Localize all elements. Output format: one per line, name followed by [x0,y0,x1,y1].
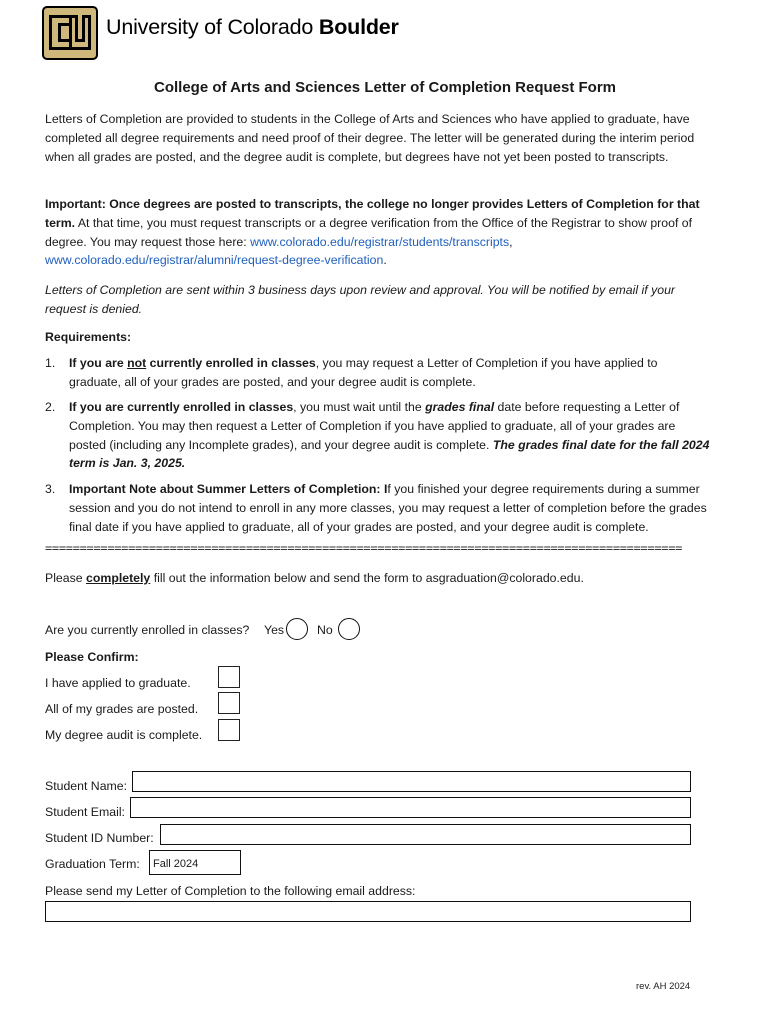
student-email-label: Student Email: [45,805,125,819]
check1-label: I have applied to graduate. [45,676,191,690]
student-email-field[interactable] [130,797,691,818]
university-name: University of Colorado Boulder [106,15,399,39]
student-name-label: Student Name: [45,779,128,793]
graduation-term-field[interactable]: Fall 2024 [149,850,241,875]
intro-paragraph: Letters of Completion are provided to students in the College of Arts and Sciences who have applied to graduate, have completed all degree requirements and need proof of their degree. The letter will be generated during the interim period when all grades are posted, and the degree audit is complete, but degrees have not yet been posted to transcripts. [45,112,695,164]
yes-label: Yes [264,623,285,637]
student-name-field[interactable] [132,771,691,792]
audit-complete-checkbox[interactable] [218,719,240,741]
revision-note: rev. AH 2024 [636,981,691,992]
instruction-text: Please completely fill out the information below and send the form to asgraduation@colorado.edu. [45,571,584,585]
enrolled-question: Are you currently enrolled in classes? [45,623,250,637]
no-radio[interactable] [338,618,360,640]
student-id-label: Student ID Number: [45,831,154,845]
check2-label: All of my grades are posted. [45,702,199,716]
list-item: 3. Important Note about Summer Letters of Completion: If you finished your degree requirements during a summer session and you do not intend to enroll in any more classes, you may request a letter of completion before the grades final date if you have applied to graduate, all of your grades are posted, and your degree audit is complete. [45,482,707,534]
important-paragraph: Important: Once degrees are posted to transcripts, the college no longer provides Letters of Completion for that term. At that time, you must request transcripts or a degree verification from the Office of the Registrar to show proof of degree. You may request those here: www.colorado.edu/registrar/students/transcripts, www.colorado.edu/registrar/alumni/request-degree-verification. [45,197,700,268]
check3-label: My degree audit is complete. [45,728,203,742]
list-item: 1. If you are not currently enrolled in classes, you may request a Letter of Completion if you have applied to graduate, all of your grades are posted, and your degree audit is complete. [45,356,658,389]
notice-paragraph: Letters of Completion are sent within 3 business days upon review and approval. You will be notified by email if your request is denied. [45,283,675,316]
graduation-term-label: Graduation Term: [45,857,140,871]
important-bold: Important: Once degrees are posted to transcripts, the college no longer provides Letters of Completion for that term. [45,197,700,230]
cu-logo [42,5,98,61]
applied-checkbox[interactable] [218,666,240,688]
requirements-heading: Requirements: [45,330,132,344]
degree-verification-link[interactable]: www.colorado.edu/registrar/alumni/request-degree-verification [45,253,384,268]
no-label: No [317,623,333,637]
transcripts-link[interactable]: www.colorado.edu/registrar/students/transcripts [250,234,510,249]
confirm-heading: Please Confirm: [45,650,139,664]
list-item: 2. If you are currently enrolled in classes, you must wait until the grades final date before requesting a Letter of Completion. You may then request a Letter of Completion if you have applied to graduate, all of your grades are posted (including any Incomplete grades), and your degree audit is complete. The grades final date for the fall 2024 term is Jan. 3, 2025. [45,400,710,471]
grades-posted-checkbox[interactable] [218,692,240,714]
separator-line: ============================================================================================ [45,541,683,555]
send-email-label: Please send my Letter of Completion to the following email address: [45,884,416,898]
student-id-field[interactable] [160,824,691,845]
yes-radio[interactable] [286,618,308,640]
page-title: College of Arts and Sciences Letter of Completion Request Form [153,79,616,96]
send-email-field[interactable] [45,901,691,922]
